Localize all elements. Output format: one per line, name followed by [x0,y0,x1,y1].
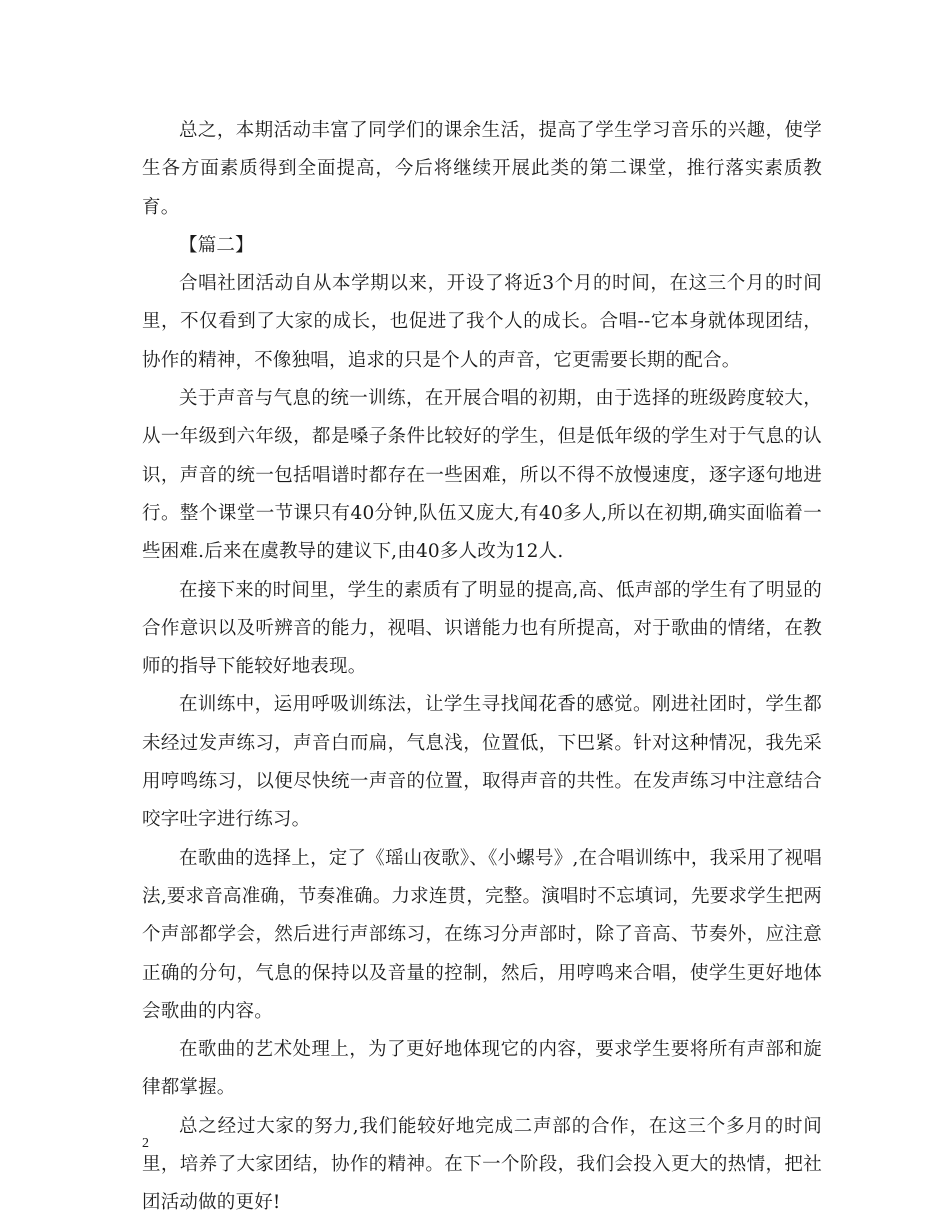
paragraph-song-selection: 在歌曲的选择上，定了《瑶山夜歌》、《小螺号》,在合唱训练中，我采用了视唱法,要求音高准确，节奏准确。力求连贯，完整。演唱时不忘填词，先要求学生把两个声部都学会，然后进行声部练习，在练习分声部时，除了音高、节奏外，应注意正确的分句，气息的保持以及音量的控制，然后，用哼鸣来合唱，使学生更好地体会歌曲的内容。 [142,847,822,1022]
paragraph-artistic: 在歌曲的艺术处理上，为了更好地体现它的内容，要求学生要将所有声部和旋律都掌握。 [142,1039,822,1099]
page-number: 2 [142,1136,149,1151]
paragraph-progress: 在接下来的时间里，学生的素质有了明显的提高,高、低声部的学生有了明显的合作意识以及听辨音的能力，视唱、识谱能力也有所提高，对于歌曲的情绪，在教师的指导下能较好地表现。 [142,579,822,678]
paragraph-summary: 总之，本期活动丰富了同学们的课余生活，提高了学生学习音乐的兴趣，使学生各方面素质得到全面提高，今后将继续开展此类的第二课堂，推行落实素质教育。 [142,120,822,218]
paragraph-voice-training: 关于声音与气息的统一训练，在开展合唱的初期，由于选择的班级跨度较大，从一年级到六年级，都是嗓子条件比较好的学生，但是低年级的学生对于气息的认识，声音的统一包括唱谱时都存在一些困难，所以不得不放慢速度，逐字逐句地进行。整个课堂一节课只有40分钟,队伍又庞大,有40多人,所以在初期,确实面临着一些困难.后来在虞教导的建议下,由40多人改为12人. [142,388,822,563]
paragraph-breathing: 在训练中，运用呼吸训练法，让学生寻找闻花香的感觉。刚进社团时，学生都未经过发声练习，声音白而扁，气息浅，位置低，下巴紧。针对这种情况，我先采用哼鸣练习，以便尽快统一声音的位置，取得声音的共性。在发声练习中注意结合咬字吐字进行练习。 [142,694,822,831]
paragraph-intro: 合唱社团活动自从本学期以来，开设了将近3个月的时间，在这三个月的时间里，不仅看到了大家的成长，也促进了我个人的成长。合唱--它本身就体现团结，协作的精神，不像独唱，追求的只是个人的声音，它更需要长期的配合。 [142,273,822,371]
section-heading: 【篇二】 [179,234,254,256]
paragraph-conclusion: 总之经过大家的努力,我们能较好地完成二声部的合作，在这三个多月的时间里，培养了大家团结，协作的精神。在下一个阶段，我们会投入更大的热情，把社团活动做的更好! [142,1115,822,1214]
document-body [142,112,822,1223]
